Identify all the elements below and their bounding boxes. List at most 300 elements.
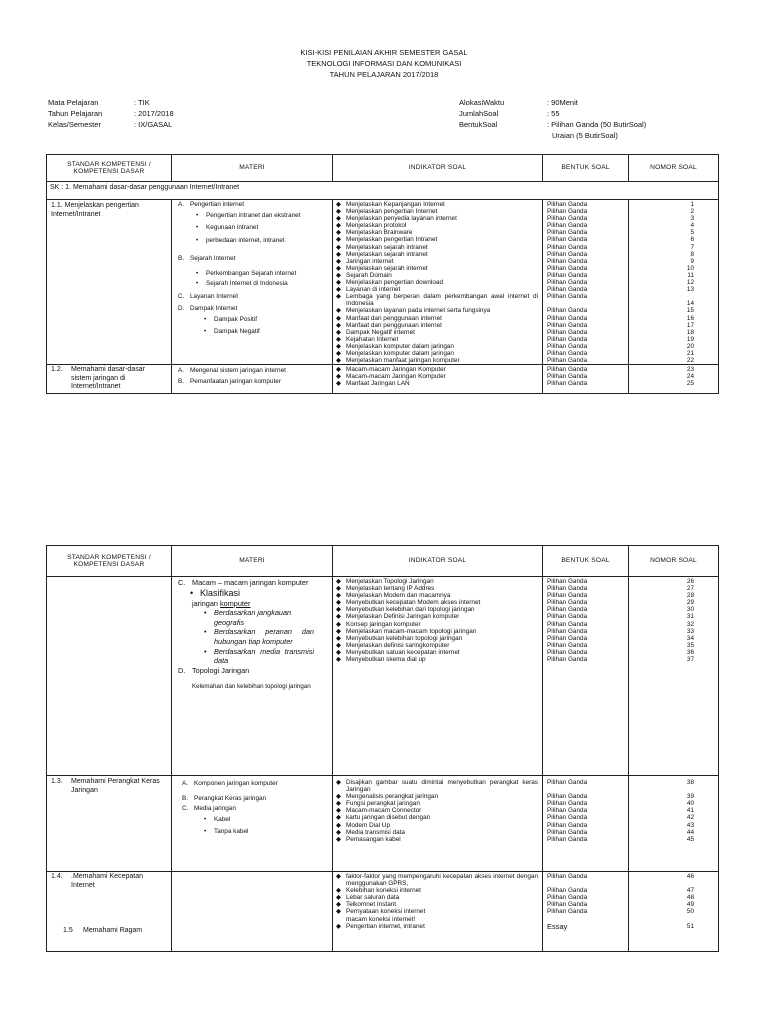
bentuk-item: Pilihan Ganda [547, 599, 588, 607]
diamond-icon: ◆ [336, 585, 341, 593]
header-row [47, 155, 719, 182]
diamond-icon: ◆ [336, 613, 341, 621]
diamond-icon: ◆ [336, 599, 341, 607]
nomor-item: 13 [686, 286, 694, 294]
materi-subitem: • perbedaan internet, intranet [196, 236, 285, 244]
materi-item: D. Topologi Jaringan [178, 665, 250, 675]
bentuk-item: Essay [547, 921, 568, 931]
nomor-list [629, 872, 718, 930]
indicator-list [333, 365, 542, 387]
diamond-icon: ◆ [336, 257, 341, 265]
diamond-icon: ◆ [336, 648, 341, 656]
indicator-item: ◆ Kejahatan Internet [336, 335, 399, 343]
bentuk-list [543, 200, 628, 364]
nomor-list [629, 365, 718, 387]
kd-row-1-4 [47, 872, 719, 952]
materi-item: A. Pengertian internet [178, 201, 245, 208]
bentuk-item: Pilihan Ganda [547, 335, 588, 343]
bentuk-item: Pilihan Ganda [547, 201, 588, 208]
bullet-icon: • [196, 211, 199, 219]
indicator-item: ◆ Menjelaskan macam-macam topologi jaringan [336, 627, 477, 635]
bentuk-item: Pilihan Ganda [547, 887, 588, 895]
indicator-item: ◆ Menjelaskan Definisi Jaringan komputer [336, 613, 460, 621]
nomor-item: 21 [686, 349, 694, 357]
diamond-icon: ◆ [336, 814, 341, 822]
bentuk-item: Pilihan Ganda [547, 250, 588, 258]
bentuk-item: Pilihan Ganda [547, 828, 588, 836]
bentuk-item: Pilihan Ganda [547, 793, 588, 801]
nomor-item: 32 [686, 620, 694, 628]
diamond-icon: ◆ [336, 592, 341, 600]
bentuk-item: Pilihan Ganda [547, 373, 588, 381]
nomor-item: 42 [686, 814, 694, 822]
diamond-icon: ◆ [336, 342, 341, 350]
sk-text: SK : 1. Memahami dasar-dasar penggunaan Internet/Intranet [50, 184, 240, 191]
materi-item: C. Layanan Internet [178, 292, 238, 300]
bentuk-item: Pilihan Ganda [547, 800, 588, 808]
diamond-icon: ◆ [336, 250, 341, 258]
diamond-icon: ◆ [336, 779, 341, 786]
indicator-item: ◆ Pengertian internet, intranet [336, 922, 425, 930]
col-header-indikator: INDIKATOR SOAL [333, 546, 543, 577]
diamond-icon: ◆ [336, 656, 341, 664]
bentuk-item: Pilihan Ganda [547, 257, 588, 265]
col-header-bentuk: BENTUK SOAL [543, 546, 629, 577]
nomor-item: 24 [686, 373, 694, 381]
diamond-icon: ◆ [336, 208, 341, 216]
diamond-icon: ◆ [336, 328, 341, 336]
indicator-list [333, 776, 542, 843]
indicator-item: ◆ Lembaga yang berperan dalam perkembangan awal internet di Indonesia [336, 293, 538, 308]
indicator-item: macam koneksi internet! [346, 915, 416, 923]
materi-item: B. Sejarah Internet [178, 255, 236, 262]
bullet-icon: • [204, 828, 207, 835]
materi-item: B. Pemanfaatan jaringan komputer [178, 377, 281, 385]
nomor-item: 3 [690, 215, 694, 223]
bullet-icon: • [204, 815, 207, 823]
indicator-item: ◆ Menjelaskan komputer dalam jaringan [336, 342, 454, 350]
materi-subitem: • Sejarah Internet di Indonesia [196, 280, 288, 287]
nomor-item: 26 [686, 578, 694, 585]
nomor-item: 1 [690, 201, 694, 208]
materi-subitem: • Berdasarkan peranan dan hubungan tiap komputer [204, 627, 314, 646]
meta-row [459, 130, 646, 141]
bentuk-item: Pilihan Ganda [547, 222, 588, 230]
doc-title-2: TEKNOLOGI INFORMASI DAN KOMUNIKASI [306, 59, 462, 68]
bullet-icon: • [204, 328, 207, 335]
indicator-item: ◆ Macam-macam Jaringan Komputer [336, 373, 446, 381]
bentuk-item: Pilihan Ganda [547, 578, 588, 585]
kisi-table-1 [46, 154, 719, 394]
indicator-item: ◆ Menyebutkan kecepatan Modem akses internet [336, 599, 481, 607]
indicator-item: ◆ Mengenalisis perangkat jaringan [336, 793, 439, 801]
meta-label: AlokasiWaktu [459, 98, 505, 107]
indicator-item: ◆ Menyebutkan skema dial up [336, 656, 426, 664]
nomor-item: 15 [686, 307, 694, 315]
nomor-item: 6 [690, 236, 694, 244]
nomor-item: 19 [686, 335, 694, 343]
kd-text: 1.3. Memahami Perangkat Keras Jaringan [51, 778, 160, 794]
diamond-icon: ◆ [336, 793, 341, 801]
nomor-item: 10 [686, 264, 694, 272]
diamond-icon: ◆ [336, 821, 341, 829]
header-row [47, 546, 719, 577]
nomor-item: 5 [690, 229, 694, 237]
nomor-item: 16 [686, 314, 694, 322]
kd-row-1-2 [47, 365, 719, 394]
meta-row [48, 119, 174, 130]
materi-item: D. Dampak Internet [178, 305, 238, 312]
indicator-item: ◆ Macam-macam Jaringan Komputer [336, 366, 446, 374]
materi-subitem: • Klasifikasi [190, 587, 241, 598]
diamond-icon: ◆ [336, 236, 341, 244]
materi-item: A. Komponen jaringan komputer [182, 780, 278, 787]
indicator-item: ◆ Manfaat Jaringan LAN [336, 380, 410, 388]
bentuk-item: Pilihan Ganda [547, 821, 588, 829]
nomor-item: 23 [686, 366, 694, 374]
nomor-item: 35 [686, 641, 694, 649]
materi-subitem: • Berdasarkan jangkauan geografis [204, 608, 292, 627]
indicator-item: ◆ Menjelaskan sejarah intranet [336, 243, 428, 251]
diamond-icon: ◆ [336, 828, 341, 836]
materi-subitem: • Kegunaan intranet [196, 224, 259, 231]
kd-row-topologi [47, 577, 719, 776]
meta-value-extra: Uraian (5 ButirSoal) [552, 131, 618, 140]
nomor-item: 38 [686, 779, 694, 786]
indicator-item: ◆ Menjelaskan definisi saringkomputer [336, 641, 450, 649]
materi-block [172, 577, 332, 692]
bentuk-item: Pilihan Ganda [547, 606, 588, 614]
diamond-icon: ◆ [336, 271, 341, 279]
bentuk-item: Pilihan Ganda [547, 901, 588, 909]
nomor-item: 48 [686, 894, 694, 902]
col-header-nomor: NOMOR SOAL [629, 546, 719, 577]
bentuk-item: Pilihan Ganda [547, 264, 588, 272]
bentuk-item: Pilihan Ganda [547, 328, 588, 336]
diamond-icon: ◆ [336, 215, 341, 223]
diamond-icon: ◆ [336, 578, 341, 585]
diamond-icon: ◆ [336, 922, 341, 930]
nomor-item: 34 [686, 634, 694, 642]
bullet-icon: • [204, 627, 207, 637]
materi-subitem: • Pengertian intranet dan ekstranet [196, 211, 301, 219]
indicator-item: ◆ Telkomnet Instant [336, 901, 397, 909]
indicator-item: ◆ Layanan di internet [336, 286, 401, 294]
nomor-item: 44 [686, 828, 694, 836]
bentuk-item: Pilihan Ganda [547, 236, 588, 244]
indicator-item: ◆ Kelebihan koneksi internet [336, 887, 421, 895]
bentuk-item: Pilihan Ganda [547, 592, 588, 600]
materi-item: C. Media jaringan [182, 805, 236, 812]
diamond-icon: ◆ [336, 835, 341, 843]
nomor-item: 33 [686, 627, 694, 635]
nomor-item: 36 [686, 648, 694, 656]
bentuk-list [543, 872, 628, 930]
bullet-icon: • [196, 224, 199, 231]
col-header-nomor: NOMOR SOAL [629, 155, 719, 182]
bentuk-item: Pilihan Ganda [547, 873, 588, 880]
meta-value: : TIK [134, 98, 150, 107]
diamond-icon: ◆ [336, 243, 341, 251]
indicator-item: ◆ Menjelaskan pengertian Internet [336, 208, 438, 216]
col-header-bentuk: BENTUK SOAL [543, 155, 629, 182]
bentuk-item: Pilihan Ganda [547, 613, 588, 621]
nomor-item: 43 [686, 821, 694, 829]
diamond-icon: ◆ [336, 606, 341, 614]
diamond-icon: ◆ [336, 222, 341, 230]
nomor-list [629, 200, 718, 364]
diamond-icon: ◆ [336, 634, 341, 642]
materi-subitem: • Dampak Positif [204, 315, 257, 323]
bentuk-item: Pilihan Ganda [547, 620, 588, 628]
indicator-item: ◆ Disajikan gambar suatu dimintai menyebutkan perangkat keras Jaringan [336, 779, 538, 794]
meta-row [459, 119, 646, 130]
bentuk-item: Pilihan Ganda [547, 835, 588, 843]
kd-text: 1.4. .Memahami Kecepatan Internet [51, 873, 143, 889]
bentuk-item: Pilihan Ganda [547, 215, 588, 223]
col-header-indikator: INDIKATOR SOAL [333, 155, 543, 182]
diamond-icon: ◆ [336, 321, 341, 329]
nomor-item: 28 [686, 592, 694, 600]
bentuk-item: Pilihan Ganda [547, 641, 588, 649]
meta-left [48, 97, 174, 130]
indicator-item: ◆ Lebar saluran data [336, 894, 400, 902]
diamond-icon: ◆ [336, 366, 341, 374]
col-header-sk: STANDAR KOMPETENSI / KOMPETENSI DASAR [47, 155, 172, 182]
indicator-item: ◆ Manfaat dari penggunaan internet [336, 314, 442, 322]
diamond-icon: ◆ [336, 380, 341, 388]
indicator-item: ◆ Menjelaskan layanan pada internet serta fungsinya [336, 307, 491, 315]
indicator-item: ◆ Manfaat dari penggunaan internet [336, 321, 442, 329]
indicator-item: ◆ Menjelaskan komputer dalam jaringan [336, 349, 454, 357]
indicator-item: ◆ kartu jaringan disebut dengan [336, 814, 431, 822]
bentuk-item: Pilihan Ganda [547, 627, 588, 635]
diamond-icon: ◆ [336, 800, 341, 808]
nomor-item: 4 [690, 222, 694, 230]
diamond-icon: ◆ [336, 349, 341, 357]
sk-row [47, 182, 719, 200]
bullet-icon: • [196, 269, 199, 277]
indicator-item: ◆ Fungsi perangkat jaringan [336, 800, 420, 808]
bentuk-item: Pilihan Ganda [547, 656, 588, 664]
materi-item: B. Perangkat Keras jaringan [182, 794, 267, 802]
meta-value: : 2017/2018 [134, 109, 174, 118]
diamond-icon: ◆ [336, 641, 341, 649]
indicator-item: ◆ Menjelaskan Modem dan macamnya [336, 592, 451, 600]
indicator-item: ◆ Menjelaskan sejarah internet [336, 264, 428, 272]
bullet-icon: • [196, 236, 199, 244]
diamond-icon: ◆ [336, 293, 341, 301]
indicator-item: ◆ Menjelaskan pengertian Intranet [336, 236, 438, 244]
nomor-item: 8 [690, 250, 694, 258]
bentuk-item: Pilihan Ganda [547, 814, 588, 822]
bentuk-list [543, 776, 628, 843]
bentuk-item: Pilihan Ganda [547, 307, 588, 315]
indicator-item: ◆ Menjelaskan Kepanjangan Internet [336, 201, 445, 208]
meta-row [48, 97, 174, 108]
indicator-item: ◆ Menjelaskan tentang IP Addres [336, 585, 435, 593]
nomor-item: 30 [686, 606, 694, 614]
materi-block [172, 776, 332, 840]
diamond-icon: ◆ [336, 901, 341, 909]
meta-label: JumlahSoal [459, 109, 499, 118]
materi-subitem: • Dampak Negatif [204, 328, 260, 335]
materi-subitem: • Kabel [204, 815, 231, 823]
meta-row [459, 97, 646, 108]
diamond-icon: ◆ [336, 264, 341, 272]
doc-title-1: KISI-KISI PENILAIAN AKHIR SEMESTER GASAL [300, 48, 468, 57]
materi-subitem: • Berdasarkan media transmisi data [204, 646, 314, 666]
nomor-item: 27 [686, 585, 694, 593]
meta-row [459, 108, 646, 119]
kd-row-1-3 [47, 776, 719, 872]
nomor-item: 39 [686, 793, 694, 801]
indicator-item: ◆ Menjelaskan protokol [336, 222, 407, 230]
nomor-item: 40 [686, 800, 694, 808]
meta-label: Mata Pelajaran [48, 98, 99, 107]
nomor-item: 29 [686, 599, 694, 607]
diamond-icon: ◆ [336, 286, 341, 294]
meta-value: : 55 [547, 109, 560, 118]
nomor-item: 17 [686, 321, 694, 329]
bentuk-list [543, 365, 628, 387]
indicator-item: ◆ Modem Dial Up [336, 821, 391, 829]
diamond-icon: ◆ [336, 908, 341, 916]
indicator-item: ◆ Pemasangan kabel [336, 835, 401, 843]
kd-text-next: 1.5 Memahami Ragam [63, 927, 143, 934]
nomor-item: 18 [686, 328, 694, 336]
kd-text: 1.2. Memahami dasar-dasar sistem jaringan di Internet/Intranet [51, 366, 145, 391]
bullet-icon: • [196, 280, 199, 287]
meta-value: : IX/GASAL [134, 120, 173, 129]
bullet-icon: • [190, 587, 194, 598]
diamond-icon: ◆ [336, 894, 341, 902]
indicator-item: ◆ Menyebutkan kelebihan topologi jaringan [336, 634, 463, 642]
indicator-item: ◆ Sejarah Domain [336, 271, 392, 279]
meta-label: BentukSoal [459, 120, 498, 129]
bullet-icon: • [204, 315, 207, 323]
bentuk-item: Pilihan Ganda [547, 229, 588, 237]
diamond-icon: ◆ [336, 314, 341, 322]
materi-note: Kelemahan dan kelebihan topologi jaringan [192, 683, 311, 691]
indicator-item: ◆ Pernyataan koneksi internet [336, 908, 426, 916]
nomor-item: 41 [686, 807, 694, 815]
materi-item: C. Macam – macam jaringan komputer [178, 578, 309, 587]
nomor-item: 51 [686, 922, 694, 930]
col-header-sk: STANDAR KOMPETENSI / KOMPETENSI DASAR [47, 546, 172, 577]
meta-value: : Pilihan Ganda (50 ButirSoal) [547, 120, 647, 129]
indicator-list [333, 577, 542, 663]
bentuk-item: Pilihan Ganda [547, 779, 588, 786]
bentuk-item: Pilihan Ganda [547, 634, 588, 642]
materi-block [172, 200, 332, 340]
indicator-item: ◆ Menjelaskan Topologi Jaringan [336, 578, 434, 585]
bentuk-item: Pilihan Ganda [547, 286, 588, 294]
diamond-icon: ◆ [336, 335, 341, 343]
meta-right [459, 97, 646, 141]
nomor-item: 2 [690, 208, 694, 216]
nomor-item: 11 [687, 271, 694, 279]
kd-row-1-1 [47, 200, 719, 365]
bentuk-list [543, 577, 628, 663]
bentuk-item: Pilihan Ganda [547, 314, 588, 322]
bentuk-item: Pilihan Ganda [547, 807, 588, 815]
bentuk-item: Pilihan Ganda [547, 243, 588, 251]
nomor-item: 14 [686, 300, 694, 308]
bentuk-item: Pilihan Ganda [547, 366, 588, 374]
nomor-list [629, 776, 718, 843]
nomor-item: 12 [686, 279, 694, 287]
bentuk-item: Pilihan Ganda [547, 585, 588, 593]
indicator-item: ◆ Jaringan internet [336, 257, 394, 265]
nomor-item: 7 [690, 243, 694, 251]
bentuk-item: Pilihan Ganda [547, 321, 588, 329]
diamond-icon: ◆ [336, 279, 341, 287]
col-header-materi: MATERI [172, 546, 333, 577]
diamond-icon: ◆ [336, 201, 341, 208]
diamond-icon: ◆ [336, 887, 341, 895]
indicator-list [333, 872, 542, 930]
bentuk-item: Pilihan Ganda [547, 648, 588, 656]
diamond-icon: ◆ [336, 620, 341, 628]
bullet-icon: • [204, 646, 207, 656]
meta-row [48, 108, 174, 119]
indicator-item: ◆ Menjelaskan penyedia layanan internet [336, 215, 457, 223]
bentuk-item: Pilihan Ganda [547, 894, 588, 902]
doc-title-3: TAHUN PELAJARAN 2017/2018 [329, 70, 439, 79]
nomor-item: 20 [686, 342, 694, 350]
diamond-icon: ◆ [336, 807, 341, 815]
diamond-icon: ◆ [336, 627, 341, 635]
nomor-item: 46 [686, 873, 694, 880]
indicator-item: ◆ Menjelaskan Brainware [336, 229, 413, 237]
materi-subitem: • Tanpa kabel [204, 828, 249, 835]
bentuk-item: Pilihan Ganda [547, 380, 588, 388]
bentuk-item: Pilihan Ganda [547, 279, 588, 287]
bentuk-item: Pilihan Ganda [547, 357, 588, 365]
bullet-icon: • [204, 608, 207, 618]
diamond-icon: ◆ [336, 307, 341, 315]
indicator-item: ◆ Media transmisi data [336, 828, 405, 836]
kisi-table-2 [46, 545, 719, 952]
indicator-item: ◆ faktor-faktor yang mempengaruhi kecepatan akses internet dengan menggunakan GPRS, [336, 873, 538, 888]
nomor-item: 37 [686, 656, 694, 664]
bentuk-item: Pilihan Ganda [547, 271, 588, 279]
bentuk-item: Pilihan Ganda [547, 908, 588, 916]
nomor-item: 47 [686, 887, 694, 895]
materi-block [172, 365, 332, 389]
indicator-item: ◆ Dampak Negatif internet [336, 328, 415, 336]
meta-value: : 90Menit [547, 98, 578, 107]
materi-item: A. Mengenal sistem jaringan internet [178, 367, 286, 375]
kd-text: 1.1. Menjelaskan pengertian Internet/Intranet [51, 202, 139, 218]
diamond-icon: ◆ [336, 873, 341, 880]
nomor-item: 31 [686, 613, 694, 621]
indicator-item: ◆ Konsep jaringan komputer [336, 620, 421, 628]
nomor-item: 45 [686, 835, 694, 843]
indicator-item: ◆ Menjelaskan manfaat jaringan komputer [336, 357, 460, 365]
nomor-item: 22 [686, 357, 694, 365]
indicator-list [333, 200, 542, 364]
bentuk-item: Pilihan Ganda [547, 293, 588, 301]
bentuk-item: Pilihan Ganda [547, 208, 588, 216]
nomor-item: 50 [686, 908, 694, 916]
nomor-item: 9 [690, 257, 694, 265]
nomor-item: 49 [686, 901, 694, 909]
indicator-item: ◆ Macam-macam Connector [336, 807, 422, 815]
materi-subitem: • Perkembangan Sejarah internet [196, 269, 297, 277]
materi-subitem-text: jaringan komputer [192, 598, 251, 608]
